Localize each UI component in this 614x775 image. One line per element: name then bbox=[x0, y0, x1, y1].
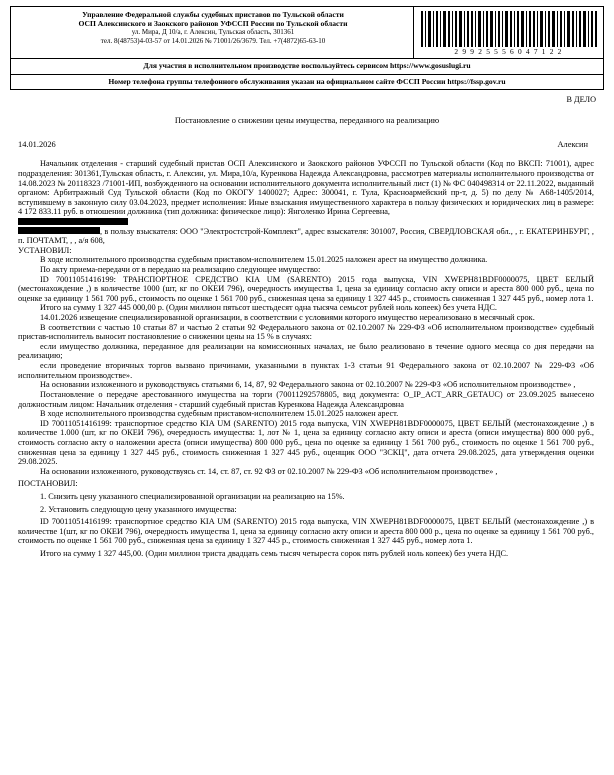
document-title: Постановление о снижении цены имущества, переданного на реализацию bbox=[174, 116, 440, 126]
barcode-image bbox=[419, 11, 599, 47]
paragraph-arrest: В ходе исполнительного производства судебным приставом-исполнителем 15.01.2025 наложен арест на имущество должника. bbox=[40, 255, 488, 265]
paragraph-property-1: ID 70011051416199: ТРАНСПОРТНОЕ СРЕДСТВО KIA UM (SARENTO) 2015 года выпуска, VIN XWEPH81BDF0000075, ЦВЕТ БЕЛЫЙ (местонахождение ,) в количестве 1000 (шт, кг по ОКЕИ 796), очередность имущества 1, цена за единицу согласно акту описи и ареста 800 000 руб., цена по оценке за единицу 1 561 700 руб., стоимость по оценке 1 561 700 руб., сниженная цена за единицу 1 327 445 р., стоимость сниженная 1 327 445 руб., номер лота 1. bbox=[18, 274, 594, 303]
redaction-block bbox=[18, 227, 100, 234]
paragraph-case-a: если имущество должника, переданное для реализации на комиссионных началах, не было реализовано в течение одного месяца со дня передачи на реализацию; bbox=[18, 341, 594, 361]
paragraph-intro: Начальник отделения - старший судебный пристав ОСП Алексинского и Заокского районов УФССП по Тульской области (Код по ВКСП: 71001), адрес подразделения: 301361,Тульская область, г. Алексин, ул. Мира,10/а, Куренкова Надежда Александровна, рассмотрев материалы исполнительного производства от 14.08.2023 № 20118323 /71001-ИП, возбужденного на основании исполнительного документа исполнительный лист (1) № ФС 040498314 от 22.11.2022, выданный органом: Арбитражный Суд Тульской области (Код по ОКОГУ 1400027; Адрес: 300041, г. Тула, Красноармейский пр-т, д. 5) по делу № А68-1405/2014, вступившему в законную силу 03.04.2023, предмет исполнения: Иные взыскания имущественного характера в пользу физических и юридических лиц в размере: 4 172 833.11 руб. в отношении должника (тип должника: физическое лицо): Янголенко Ирина Сергеевна, bbox=[18, 159, 594, 217]
org-line-1: Управление Федеральной службы судебных приставов по Тульской области bbox=[82, 10, 344, 19]
document-body bbox=[18, 159, 594, 558]
paragraph-notice: 14.01.2026 извещение специализированной организации, в соответствии с условиями которого имущество нереализовано в месячный срок. bbox=[40, 313, 535, 323]
v-delo-mark: В ДЕЛО bbox=[566, 95, 596, 105]
paragraph-total-1: Итого на сумму 1 327 445 000,00 р. (Один миллион пятьсот шестьдесят одна тысяча семьсот рублей ноль копеек) без учета НДС. bbox=[40, 303, 497, 313]
postanovil-heading: ПОСТАНОВИЛ: bbox=[18, 479, 78, 489]
paragraph-total-2: Итого на сумму 1 327 445,00. (Один миллион триста двадцать семь тысяч четыреста сорок пять рублей ноль копеек) без учета НДС. bbox=[40, 549, 509, 559]
paragraph-property-2: ID 70011051416199: транспортное средство KIA UM (SARENTO) 2015 года выпуска, VIN XWEPH81BDF0000075, ЦВЕТ БЕЛЫЙ (местонахождение ,) в количестве 1.000 (шт, кг по ОКЕИ 796), очередность имущества: 1, лот № 1, цена за единицу согласно акту описи и ареста (описи имущества) 800 000 руб., стоимость согласно акту о наложении ареста (описи имущества) 800 000 руб., цена по оценке за единицу 1 561 700 руб., стоимость по оценке 1 561 700 руб., сниженная цена за единицу 1 327 445 руб., стоимость сниженная 1 327 445 руб., оценщик ООО "ЗСКЦ", дата отчета 29.08.2025, дата утверждения оценки 29.08.2025. bbox=[18, 418, 594, 467]
paragraph-case-b: если проведение вторичных торгов вызвано причинами, указанными в пунктах 1-3 статьи 91 Федерального закона от 02.10.2007 № 229-ФЗ «Об исполнительном производстве». bbox=[18, 361, 594, 380]
paragraph-property-3: ID 70011051416199: транспортное средство KIA UM (SARENTO) 2015 года выпуска, VIN XWEPH81BDF0000075, ЦВЕТ БЕЛЫЙ (местонахождение ,) в количестве 1(шт, кг по ОКЕИ 796), очередность имущества 1, цена за единицу согласно акту описи и ареста 800 000 р., цена по оценке за единицу 1 561 700 руб., стоимость по оценке 1 561 700 руб., сниженная цена за единицу 1 327 445 р., стоимость сниженная 1 327 445 руб., номер лота 1. bbox=[18, 517, 594, 546]
org-address: ул. Мира, Д 10/а, г. Алексин, Тульская область, 301361 bbox=[131, 28, 295, 37]
paragraph-legal-conclusion: На основании изложенного, руководствуясь ст. 14, ст. 87, ст. 92 ФЗ от 02.10.2007 № 229-ФЗ «Об исполнительном производстве» , bbox=[40, 466, 498, 476]
letterhead-box bbox=[10, 6, 604, 90]
paragraph-claimant bbox=[18, 227, 594, 246]
org-contacts: тел. 8(48753)4-03-57 от 14.01.2026 № 71001/26/3679. Тел. +7(4872)65-63-10 bbox=[100, 36, 326, 45]
organization-block bbox=[11, 7, 413, 58]
paragraph-resolution-1: 1. Снизить цену указанного специализированной организации на реализацию на 15%. bbox=[40, 492, 345, 501]
document-page bbox=[0, 6, 614, 775]
org-line-2: ОСП Алексинского и Заокского районов УФССП России по Тульской области bbox=[78, 19, 348, 29]
ustanovil-heading: УСТАНОВИЛ: bbox=[18, 245, 72, 255]
document-place: Алексин bbox=[557, 139, 588, 149]
claimant-text: , в пользу взыскателя: ООО "Электростстрой-Комплект", адрес взыскателя: 301007, Россия, СВЕРДЛОВСКАЯ обл., , г. ЕКАТЕРИНБУРГ, , п. ПОЧТАМТ, , , а/я 608, bbox=[18, 226, 594, 246]
barcode-block bbox=[413, 7, 603, 58]
paragraph-redacted-line bbox=[18, 217, 594, 227]
paragraph-auction-order: Постановление о передаче арестованного имущества на торги (70011292578805, вид документа: O_IP_ACT_ARR_GETAUC) от 23.09.2025 вынесено должностным лицом: Начальник отделения - старший судебный пристав Куренкова Надежда Александровна bbox=[18, 389, 594, 409]
paragraph-transfer-act: По акту приема-передачи от в передано на реализацию следующее имущество: bbox=[40, 264, 321, 274]
paragraph-law-basis: В соответствии с частью 10 статьи 87 и частью 2 статьи 92 Федерального закона от 02.10.2007 № 229-ФЗ «Об исполнительном производстве» судебный пристав-исполнитель выносит постановление о снижении цены на 15 % в случаях: bbox=[18, 322, 594, 342]
paragraph-guided-by: На основании изложенного и руководствуясь статьями 6, 14, 87, 92 Федерального закона от 02.10.2007 № 229-ФЗ «Об исполнительном производстве» , bbox=[40, 380, 576, 390]
paragraph-arrest-2: В ходе исполнительного производства судебным приставом-исполнителем 15.01.2025 наложен арест. bbox=[40, 409, 399, 419]
fssp-phone-notice: Номер телефона группы телефонного обслуживания указан на официальном сайте ФССП России https://fssp.gov.ru bbox=[108, 76, 506, 86]
document-date: 14.01.2026 bbox=[18, 139, 56, 149]
redaction-block bbox=[18, 218, 128, 225]
barcode-number: 2 9 9 2 5 5 5 6 0 4 7 1 2 2 bbox=[454, 47, 563, 56]
date-place-line bbox=[18, 140, 588, 149]
paragraph-resolution-2: 2. Установить следующую цену указанного имущества: bbox=[40, 504, 237, 514]
letterhead-top bbox=[11, 7, 603, 59]
gosuslugi-notice: Для участия в исполнительном производстве воспользуйтесь сервисом https://www.gosuslugi.ru bbox=[11, 59, 603, 75]
